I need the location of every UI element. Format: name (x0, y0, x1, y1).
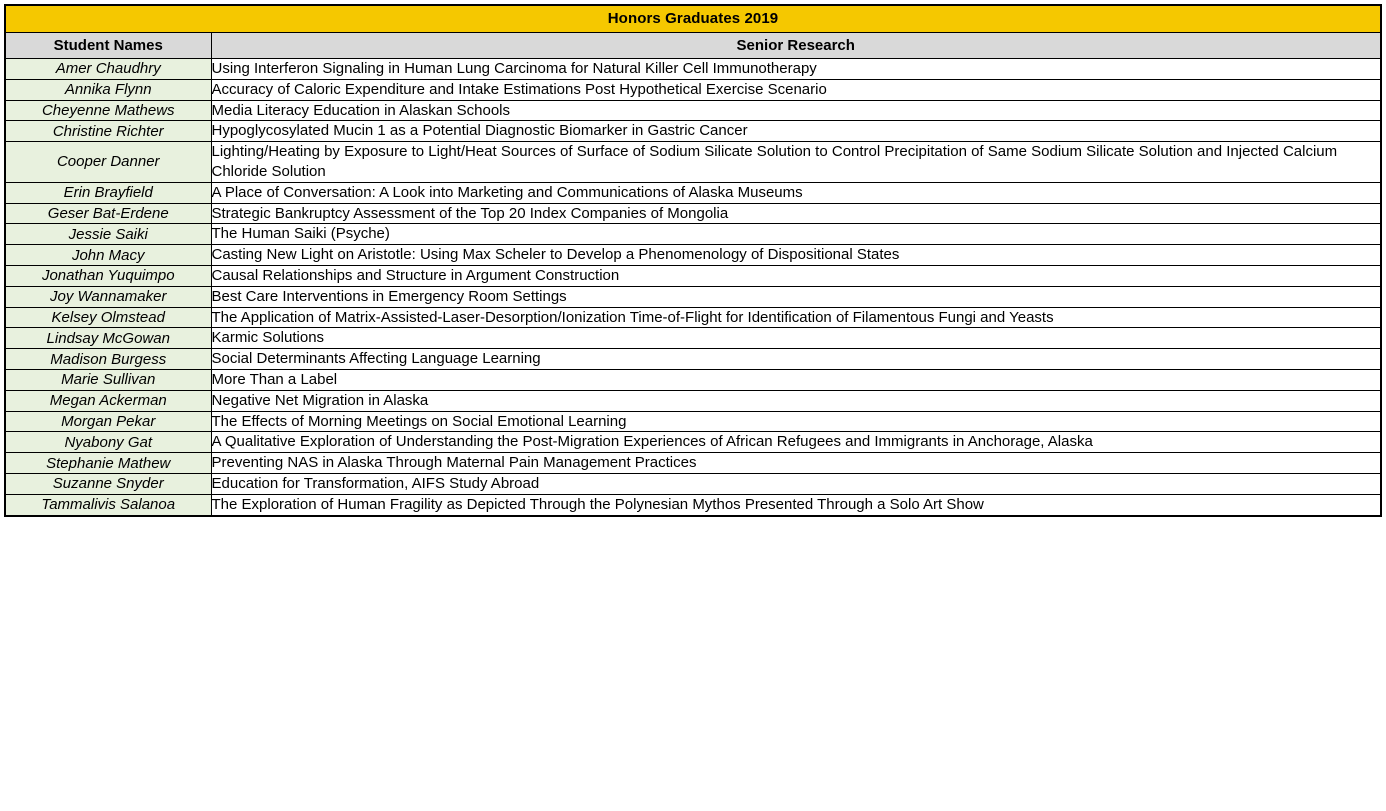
student-name: John Macy (5, 245, 211, 266)
student-name: Stephanie Mathew (5, 453, 211, 474)
table-row (5, 245, 1381, 266)
senior-research-title: Hypoglycosylated Mucin 1 as a Potential Diagnostic Biomarker in Gastric Cancer (211, 121, 1381, 142)
table-row (5, 182, 1381, 203)
senior-research-title: Preventing NAS in Alaska Through Maternal Pain Management Practices (211, 453, 1381, 474)
table-row (5, 265, 1381, 286)
senior-research-title: The Human Saiki (Psyche) (211, 224, 1381, 245)
table-row (5, 79, 1381, 100)
column-header-senior-research: Senior Research (211, 33, 1381, 59)
table-row (5, 494, 1381, 515)
table-row (5, 142, 1381, 183)
table-title-row (5, 5, 1381, 33)
senior-research-title: Karmic Solutions (211, 328, 1381, 349)
table-row (5, 121, 1381, 142)
student-name: Cheyenne Mathews (5, 100, 211, 121)
student-name: Geser Bat-Erdene (5, 203, 211, 224)
table-row (5, 307, 1381, 328)
table-row (5, 203, 1381, 224)
table-row (5, 390, 1381, 411)
student-name: Kelsey Olmstead (5, 307, 211, 328)
student-name: Morgan Pekar (5, 411, 211, 432)
student-name: Joy Wannamaker (5, 286, 211, 307)
table-row (5, 328, 1381, 349)
student-name: Marie Sullivan (5, 369, 211, 390)
column-header-student-names: Student Names (5, 33, 211, 59)
table-row (5, 473, 1381, 494)
senior-research-title: Causal Relationships and Structure in Argument Construction (211, 265, 1381, 286)
senior-research-title: Negative Net Migration in Alaska (211, 390, 1381, 411)
student-name: Cooper Danner (5, 142, 211, 183)
senior-research-title: Media Literacy Education in Alaskan Schools (211, 100, 1381, 121)
student-name: Erin Brayfield (5, 182, 211, 203)
senior-research-title: Casting New Light on Aristotle: Using Max Scheler to Develop a Phenomenology of Dispositional States (211, 245, 1381, 266)
student-name: Nyabony Gat (5, 432, 211, 453)
student-name: Amer Chaudhry (5, 59, 211, 80)
senior-research-title: Education for Transformation, AIFS Study Abroad (211, 473, 1381, 494)
table-body (5, 5, 1381, 516)
table-row (5, 411, 1381, 432)
table-row (5, 224, 1381, 245)
table-row (5, 286, 1381, 307)
senior-research-title: Strategic Bankruptcy Assessment of the Top 20 Index Companies of Mongolia (211, 203, 1381, 224)
senior-research-title: Social Determinants Affecting Language Learning (211, 349, 1381, 370)
student-name: Suzanne Snyder (5, 473, 211, 494)
senior-research-title: Using Interferon Signaling in Human Lung Carcinoma for Natural Killer Cell Immunotherapy (211, 59, 1381, 80)
senior-research-title: The Exploration of Human Fragility as Depicted Through the Polynesian Mythos Presented Through a Solo Art Show (211, 494, 1381, 515)
student-name: Christine Richter (5, 121, 211, 142)
senior-research-title: The Effects of Morning Meetings on Social Emotional Learning (211, 411, 1381, 432)
table-header-row (5, 33, 1381, 59)
senior-research-title: More Than a Label (211, 369, 1381, 390)
table-row (5, 453, 1381, 474)
senior-research-title: A Place of Conversation: A Look into Marketing and Communications of Alaska Museums (211, 182, 1381, 203)
student-name: Jessie Saiki (5, 224, 211, 245)
table-row (5, 59, 1381, 80)
senior-research-title: Accuracy of Caloric Expenditure and Intake Estimations Post Hypothetical Exercise Scenario (211, 79, 1381, 100)
student-name: Madison Burgess (5, 349, 211, 370)
table-row (5, 100, 1381, 121)
page-title: Honors Graduates 2019 (5, 5, 1381, 33)
senior-research-title: The Application of Matrix-Assisted-Laser-Desorption/Ionization Time-of-Flight for Identification of Filamentous Fungi and Yeasts (211, 307, 1381, 328)
student-name: Megan Ackerman (5, 390, 211, 411)
table-row (5, 369, 1381, 390)
senior-research-title: Lighting/Heating by Exposure to Light/Heat Sources of Surface of Sodium Silicate Solution to Control Precipitation of Same Sodium Silicate Solution and Injected Calcium Chloride Solution (211, 142, 1381, 183)
table-row (5, 349, 1381, 370)
senior-research-title: Best Care Interventions in Emergency Room Settings (211, 286, 1381, 307)
student-name: Annika Flynn (5, 79, 211, 100)
student-name: Jonathan Yuquimpo (5, 265, 211, 286)
student-name: Tammalivis Salanoa (5, 494, 211, 515)
senior-research-title: A Qualitative Exploration of Understanding the Post-Migration Experiences of African Refugees and Immigrants in Anchorage, Alaska (211, 432, 1381, 453)
student-name: Lindsay McGowan (5, 328, 211, 349)
honors-graduates-table (4, 4, 1382, 517)
table-row (5, 432, 1381, 453)
